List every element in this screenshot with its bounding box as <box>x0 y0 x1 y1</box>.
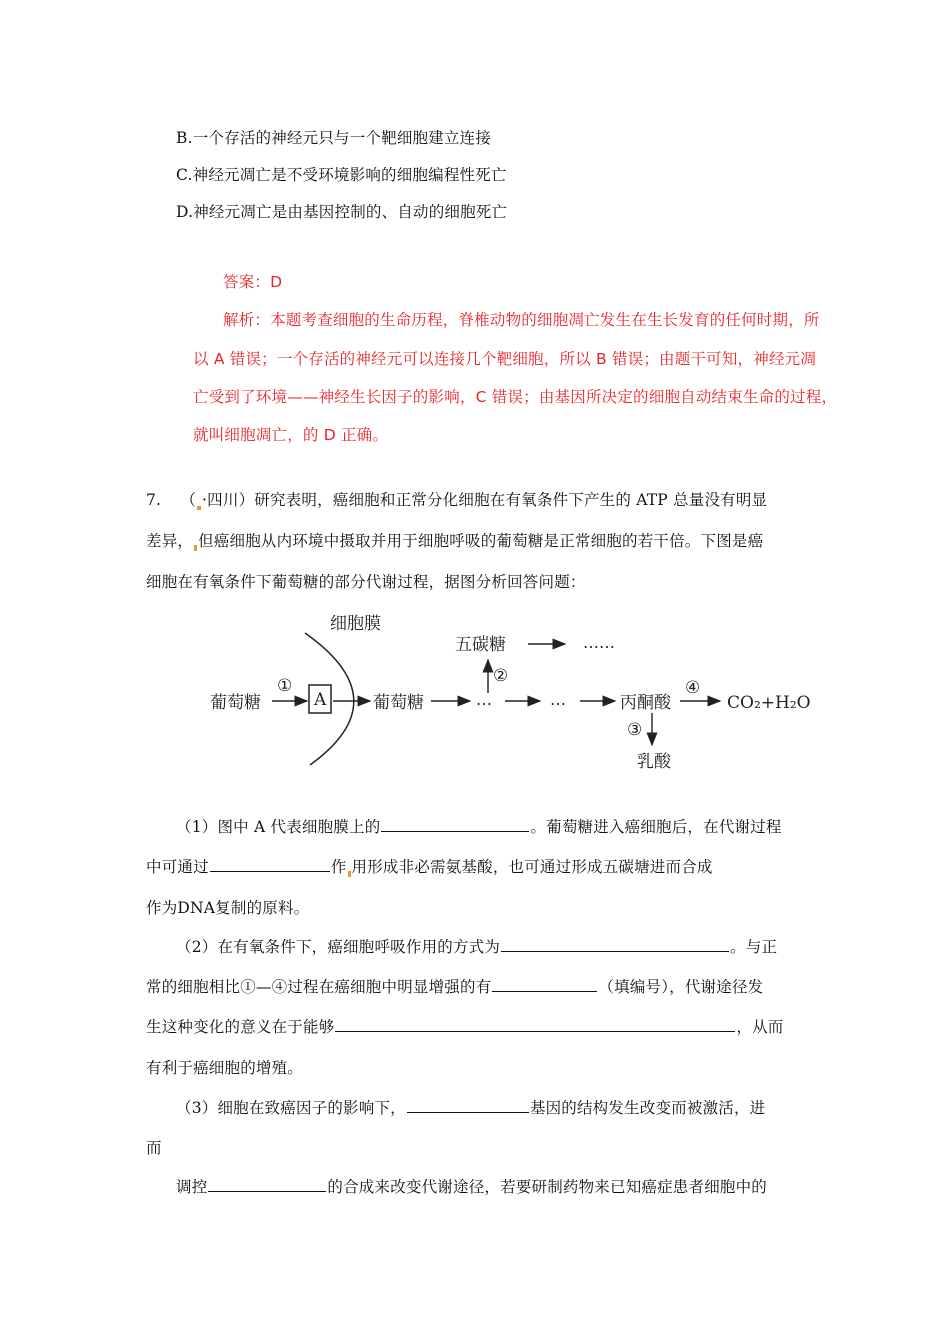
speck-mark <box>194 545 197 551</box>
q1-text-a: （1）图中 A 代表细胞膜上的 <box>176 818 381 836</box>
q2-text-a: （2）在有氧条件下，癌细胞呼吸作用的方式为 <box>176 938 501 956</box>
step-1-label: ① <box>277 676 293 696</box>
option-d: D.神经元凋亡是由基因控制的、自动的细胞死亡 <box>176 203 508 221</box>
q2-blank-1[interactable] <box>501 937 729 952</box>
dots-mid-2: … <box>550 690 566 709</box>
question-source-open: （ <box>180 491 197 509</box>
option-b: B.一个存活的神经元只与一个靶细胞建立连接 <box>176 129 492 147</box>
q2-blank-3[interactable] <box>335 1017 735 1032</box>
question-line-2b: 但癌细胞从内环境中摄取并用于细胞呼吸的葡萄糖是正常细胞的若干倍。下图是癌 <box>198 532 764 550</box>
step-3-label: ③ <box>627 720 643 740</box>
question-line-2 <box>146 529 763 551</box>
option-c: C.神经元凋亡是不受环境影响的细胞编程性死亡 <box>176 166 507 184</box>
transporter-a-label: A <box>314 690 327 710</box>
question-source: ·四川）研究表明，癌细胞和正常分化细胞在有氧条件下产生的 ATP 总量没有明显 <box>202 491 768 509</box>
q3-text-a: （3）细胞在致癌因子的影响下， <box>176 1099 406 1117</box>
lactate-label: 乳酸 <box>637 752 671 772</box>
question-line-1 <box>146 488 767 510</box>
q3-text-b: 基因的结构发生改变而被激活，进 <box>529 1099 766 1117</box>
q1-blank-1[interactable] <box>381 817 529 832</box>
step-4-label: ④ <box>685 678 701 698</box>
q1-line-2 <box>146 855 713 877</box>
q2-text-c: 常的细胞相比①—④过程在癌细胞中明显增强的有 <box>146 978 492 996</box>
q3-text-e: 的合成来改变代谢途径，若要研制药物来已知癌症患者细胞中的 <box>327 1178 768 1196</box>
q1-line-1 <box>176 815 782 837</box>
q1-text-e: 用形成非必需氨基酸，也可通过形成五碳塘进而合成 <box>351 858 713 876</box>
analysis-line-3: 亡受到了环境——神经生长因子的影响，C 错误；由基因所决定的细胞自动结束生命的过程， <box>193 388 838 406</box>
q3-blank-1[interactable] <box>407 1098 529 1113</box>
glucose-outside: 葡萄糖 <box>210 693 261 713</box>
analysis-line-2: 以 A 错误；一个存活的神经元可以连接几个靶细胞，所以 B 错误；由题干可知，神经元凋 <box>193 350 817 368</box>
q3-line-3 <box>176 1175 767 1197</box>
q2-text-e: 生这种变化的意义在于能够 <box>146 1018 335 1036</box>
q2-text-f: ，从而 <box>736 1018 784 1036</box>
q3-text-d: 调控 <box>176 1178 208 1196</box>
analysis-line-4: 就叫细胞凋亡，的 D 正确。 <box>193 426 389 444</box>
q2-text-b: 。与正 <box>730 938 778 956</box>
q2-line-1 <box>176 935 777 957</box>
q1-text-d: 作 <box>330 858 347 876</box>
q3-blank-2[interactable] <box>208 1177 326 1192</box>
step-2-label: ② <box>493 666 509 686</box>
q1-blank-2[interactable] <box>210 857 330 872</box>
q1-text-b: 。葡萄糖进入癌细胞后，在代谢过程 <box>530 818 782 836</box>
question-line-3: 细胞在有氧条件下葡萄糖的部分代谢过程，据图分析回答问题： <box>146 573 586 591</box>
answer-label: 答案：D <box>223 273 283 291</box>
q3-line-2: 而 <box>146 1139 162 1157</box>
q2-line-2 <box>146 975 763 997</box>
pyruvate-label: 丙酮酸 <box>620 693 671 713</box>
q2-line-3 <box>146 1015 784 1037</box>
membrane-label: 细胞膜 <box>330 614 381 634</box>
dots-top: …… <box>583 633 615 652</box>
dots-mid-1: … <box>476 690 492 709</box>
q1-text-c: 中可通过 <box>146 858 209 876</box>
q3-line-1 <box>176 1096 765 1118</box>
analysis-line-1: 解析：本题考查细胞的生命历程，脊椎动物的细胞凋亡发生在生长发育的任何时期，所 <box>223 311 820 329</box>
speck-mark <box>197 506 201 510</box>
glucose-inside: 葡萄糖 <box>373 693 424 713</box>
q2-text-d: （填编号），代谢途径发 <box>598 978 764 996</box>
question-number: 7. <box>146 491 162 509</box>
q2-line-4: 有利于癌细胞的增殖。 <box>146 1059 304 1077</box>
q1-line-3: 作为DNA复制的原料。 <box>146 899 310 917</box>
question-line-2a: 差异， <box>146 532 194 550</box>
pentose-label: 五碳糖 <box>455 635 506 655</box>
products-label: CO₂+H₂O <box>727 693 811 713</box>
speck-mark <box>348 871 351 877</box>
metabolism-diagram <box>185 605 845 775</box>
q2-blank-2[interactable] <box>492 977 597 992</box>
